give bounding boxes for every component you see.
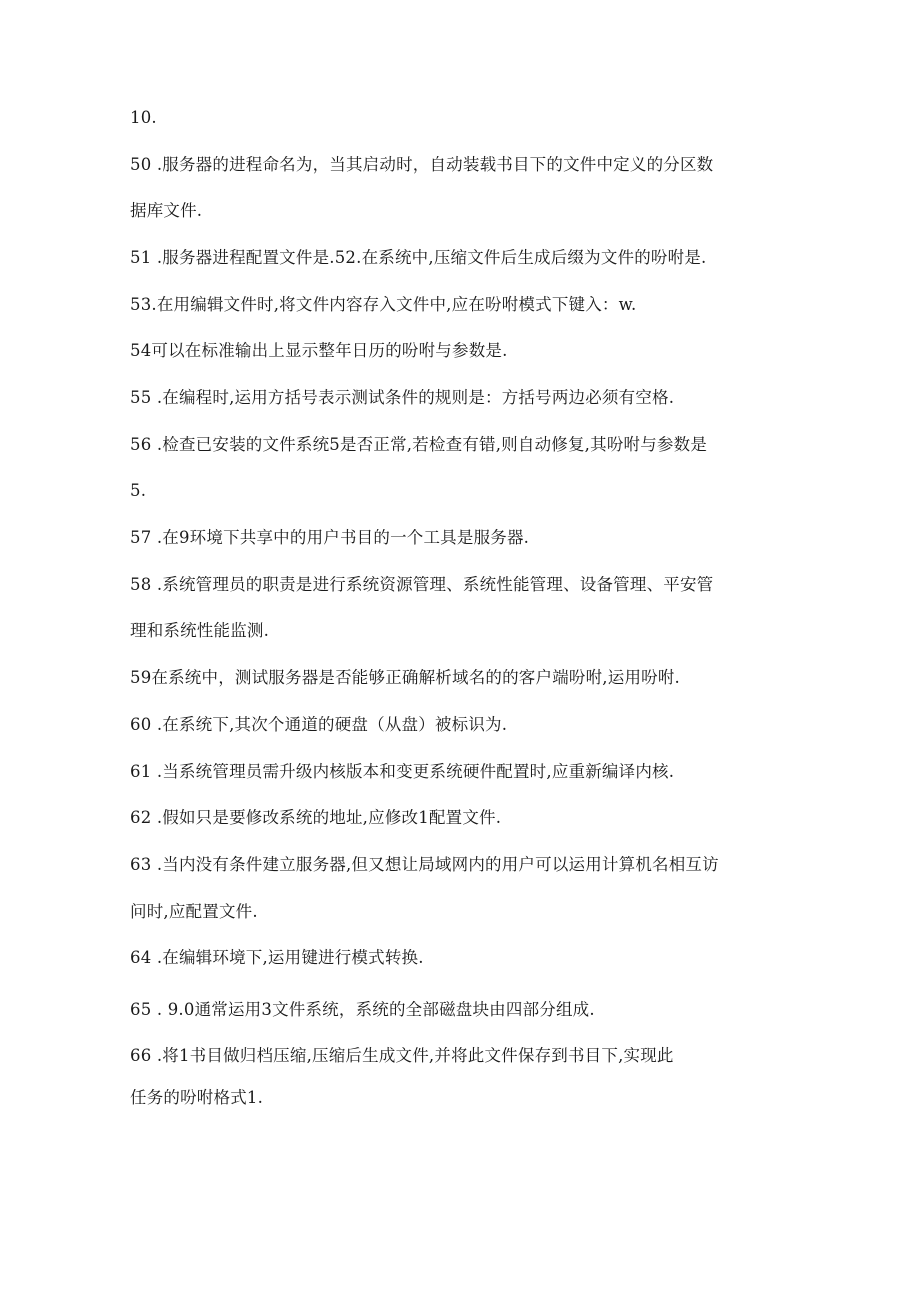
text-line-60: 60 .在系统下,其次个通道的硬盘（从盘）被标识为. <box>130 715 508 734</box>
text-line-66-cont: 任务的吩咐格式1. <box>130 1088 264 1107</box>
text-line-50: 50 .服务器的进程命名为，当其启动时，自动装载书目下的文件中定义的分区数 <box>130 155 714 174</box>
text-line-50-cont: 据库文件. <box>130 201 203 220</box>
text-line-58-cont: 理和系统性能监测. <box>130 621 270 640</box>
text-line-56: 56 .检查已安装的文件系统5是否正常,若检查有错,则自动修复,其吩咐与参数是 <box>130 435 708 454</box>
text-line-54: 54可以在标准输出上显示整年日历的吩咐与参数是. <box>130 341 508 360</box>
text-line-58: 58 .系统管理员的职责是进行系统资源管理、系统性能管理、设备管理、平安管 <box>130 575 714 594</box>
text-line-66: 66 .将1书目做归档压缩,压缩后生成文件,并将此文件保存到书目下,实现此 <box>130 1046 674 1065</box>
text-line-61: 61 .当系统管理员需升级内核版本和变更系统硬件配置时,应重新编译内核. <box>130 762 675 781</box>
text-line-59: 59在系统中，测试服务器是否能够正确解析域名的的客户端吩咐,运用吩咐. <box>130 668 680 687</box>
text-line-62: 62 .假如只是要修改系统的地址,应修改1配置文件. <box>130 808 502 827</box>
text-line-53: 53.在用编辑文件时,将文件内容存入文件中,应在吩咐模式下键入：w. <box>130 295 637 314</box>
text-line-63: 63 .当内没有条件建立服务器,但又想让局域网内的用户可以运用计算机名相互访 <box>130 855 719 874</box>
text-line-65: 65 . 9.0通常运用3文件系统，系统的全部磁盘块由四部分组成. <box>130 1000 595 1019</box>
text-line-55: 55 .在编程时,运用方括号表示测试条件的规则是：方括号两边必须有空格. <box>130 388 675 407</box>
text-line-56-cont: 5. <box>130 481 147 500</box>
text-line-63-cont: 问时,应配置文件. <box>130 902 258 921</box>
text-line-10: 10. <box>130 108 157 127</box>
text-line-64: 64 .在编辑环境下,运用键进行模式转换. <box>130 948 424 967</box>
text-line-51: 51 .服务器进程配置文件是.52.在系统中,压缩文件后生成后缀为文件的吩咐是. <box>130 248 707 267</box>
text-line-57: 57 .在9环境下共享中的用户书目的一个工具是服务器. <box>130 528 530 547</box>
